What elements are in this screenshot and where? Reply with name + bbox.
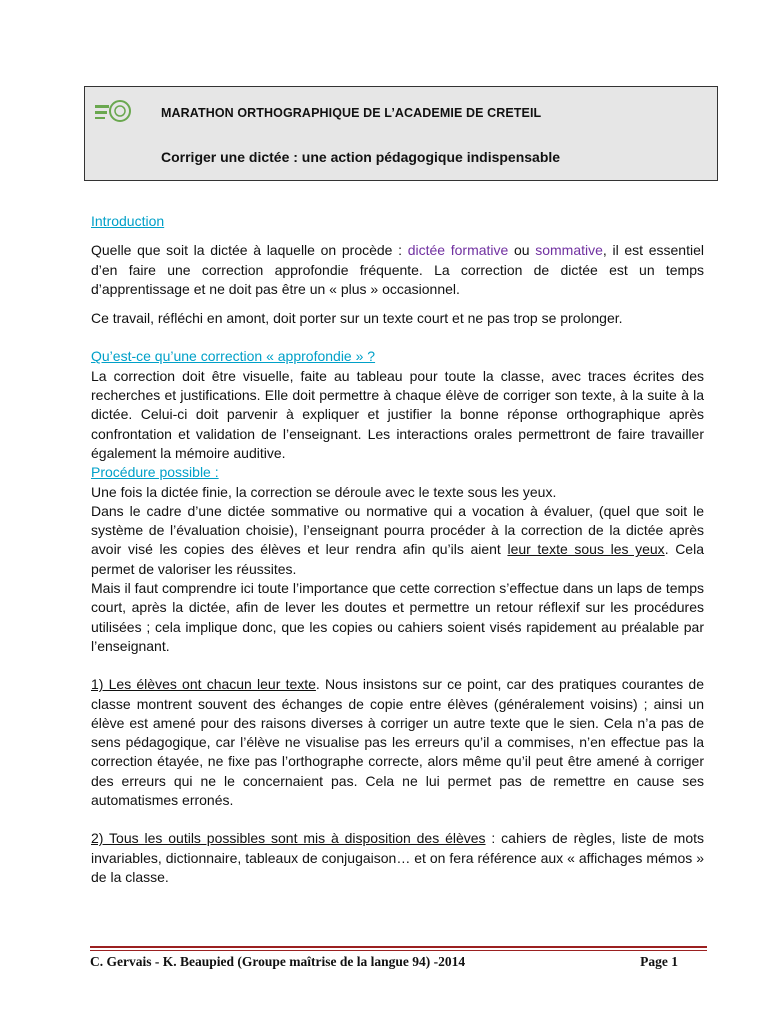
document-title: MARATHON ORTHOGRAPHIQUE DE L’ACADEMIE DE CRETEIL — [161, 106, 542, 120]
correction-approfondie-paragraph: La correction doit être visuelle, faite au tableau pour toute la classe, avec traces écrites des recherches et justifications. Elle doit permettre à chaque élève de corriger son texte, à la suite à la dictée. Celui-ci doit parvenir à expliquer et justifier la bonne réponse orthographique après confrontation et validation de l’enseignant. Les interactions orales permettront de faire travailler également la mémoire auditive. — [91, 367, 704, 461]
point-2-heading: 2) Tous les outils possibles sont mis à disposition des élèves — [91, 830, 486, 847]
correction-approfondie-heading: Qu’est-ce qu’une correction « approfondie » ? — [91, 348, 376, 365]
page-number: Page 1 — [640, 954, 678, 969]
point-1-paragraph: 1) Les élèves ont chacun leur texte. Nous insistons sur ce point, car des pratiques courantes de classe montrent souvent des échanges de copie entre élèves (généralement voisins) ; ainsi un élève est amené pour des raisons diverses à corriger un autre texte que le sien. Cela n’a pas de sens pédagogique, car l’élève ne visualise pas les erreurs qu’il a commises, n’en effectue pas la correction étayée, ne fixe pas l’orthographe correcte, alors même qu’il peut être amené à corriger des erreurs qui ne le concernaient pas. Cela ne lui permet pas de remettre en cause ses automatismes erronés. — [91, 676, 704, 809]
document-body — [91, 212, 704, 887]
sommative-term: sommative — [535, 242, 603, 259]
point-1-heading: 1) Les élèves ont chacun leur texte — [91, 676, 316, 693]
footer-authors: C. Gervais - K. Beaupied (Groupe maîtrise de la langue 94) -2014 — [90, 954, 466, 969]
procedure-possible-heading: Procédure possible : — [91, 464, 219, 481]
document-header-box — [84, 86, 718, 181]
dictee-formative-term: dictée formative — [407, 242, 509, 259]
footer-divider-thin — [90, 950, 707, 951]
procedure-paragraph-3: Mais il faut comprendre ici toute l’importance que cette correction s’effectue dans un laps de temps court, après la dictée, afin de lever les doutes et permettre un retour réflexif sur les procédures utilisées ; cela implique donc, que les copies ou cahiers soient visés rapidement au préalable par l’enseignant. — [91, 580, 704, 654]
leur-texte-underlined: leur texte sous les yeux — [507, 541, 665, 558]
intro-paragraph-2: Ce travail, réfléchi en amont, doit porter sur un texte court et ne pas trop se prolonger. — [91, 310, 623, 327]
procedure-paragraph-2: Dans le cadre d’une dictée sommative ou normative qui a vocation à évaluer, (quel que soit le système de l’évaluation choisie), l’enseignant pourra procéder à la correction de la dictée après avoir visé les copies des élèves et leur rendra afin qu’ils aient leur texte sous les yeux. Cela permet de valoriser les réussites. — [91, 502, 704, 577]
point-2-paragraph: 2) Tous les outils possibles sont mis à disposition des élèves : cahiers de règles, liste de mots invariables, dictionnaire, tableaux de conjugaison… et on fera référence aux « affichages mémos » de la classe. — [91, 830, 704, 885]
introduction-heading: Introduction — [91, 213, 165, 229]
footer-divider-thick — [90, 946, 707, 948]
academie-logo-icon — [95, 95, 133, 129]
intro-paragraph-1: Quelle que soit la dictée à laquelle on procède : dictée formative ou sommative, il est essentiel d’en faire une correction approfondie fréquente. La correction de dictée est un temps d’apprentissage et ne doit pas être un « plus » occasionnel. — [91, 242, 704, 297]
procedure-line-1: Une fois la dictée finie, la correction se déroule avec le texte sous les yeux. — [91, 483, 557, 500]
document-subtitle: Corriger une dictée : une action pédagogique indispensable — [161, 149, 561, 165]
